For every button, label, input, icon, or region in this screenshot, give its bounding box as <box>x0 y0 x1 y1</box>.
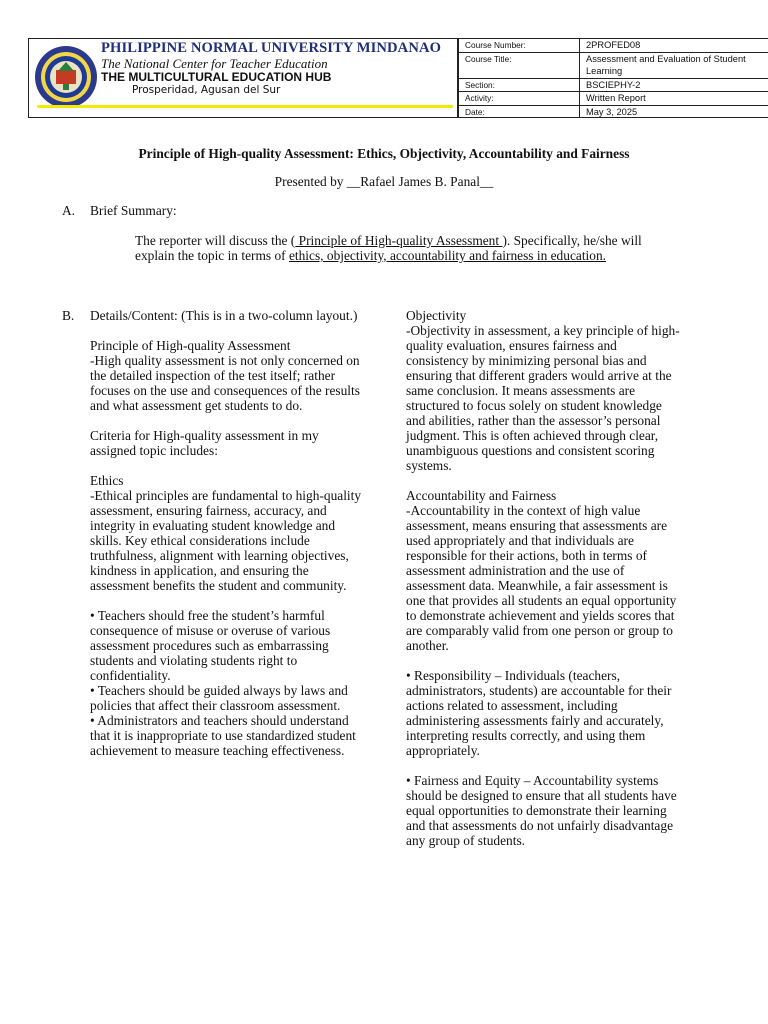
brief-summary-text <box>135 233 680 263</box>
ethics-title: Ethics <box>90 473 124 488</box>
ethics-body: -Ethical principles are fundamental to high-quality assessment, ensuring fairness, accuracy, and integrity in evaluating student knowledge and skills. Key ethical considerations include truthfulness, alignment with learning objectives, kindness in application, and ensuring the assessment benefits the student and community. <box>90 488 362 593</box>
ethics-bullet: • Teachers should be guided always by laws and policies that affect their classroom assessment. <box>90 683 348 713</box>
summary-topic: Principle of High-quality Assessment <box>295 233 503 248</box>
info-value: May 3, 2025 <box>580 105 768 118</box>
yellow-divider <box>37 105 453 108</box>
university-seal-icon <box>34 45 98 109</box>
info-label: Course Number: <box>459 39 580 52</box>
info-value: Written Report <box>580 92 768 106</box>
info-row-section <box>459 78 768 92</box>
presented-by: Presented by __Rafael James B. Panal__ <box>274 174 494 189</box>
info-label: Date: <box>459 105 580 118</box>
ethics-bullet: • Administrators and teachers should understand that it is inappropriate to use standardized student achievement to measure teaching effectiveness. <box>90 713 356 758</box>
university-tagline: The National Center for Teacher Education <box>101 56 328 71</box>
left-column <box>90 308 365 758</box>
document-title: Principle of High-quality Assessment: Ethics, Objectivity, Accountability and Fairness <box>138 146 630 161</box>
header-box <box>28 38 768 118</box>
responsibility-bullet: • Responsibility – Individuals (teachers, administrators, students) are accountable for their actions related to assessment, including administering assessments fairly and accurately, interpreting results correctly, and using them appropriately. <box>406 668 672 758</box>
principle-title: Principle of High-quality Assessment <box>90 338 291 353</box>
info-row-activity <box>459 92 768 106</box>
campus-location: Prosperidad, Agusan del Sur <box>132 84 281 96</box>
objectivity-title: Objectivity <box>406 308 467 323</box>
info-row-course-number <box>459 39 768 52</box>
ethics-bullet: • Teachers should free the student’s harmful consequence of misuse or overuse of various assessment procedures such as embarrassing students and violating students right to confidentiality. <box>90 608 331 683</box>
course-info-table <box>458 39 768 118</box>
info-row-date <box>459 105 768 118</box>
section-b-heading: Details/Content: (This is in a two-column layout.) <box>90 308 358 323</box>
info-label: Activity: <box>459 92 580 106</box>
accountability-title: Accountability and Fairness <box>406 488 557 503</box>
criteria-text: Criteria for High-quality assessment in my assigned topic includes: <box>90 428 319 458</box>
info-label: Course Title: <box>459 52 580 78</box>
accountability-body: -Accountability in the context of high value assessment, means ensuring that assessments are used appropriately and that individuals are responsible for their actions, both in terms of assessment administration and the use of assessment data. Meanwhile, a fair assessment is one that provides all students an equal opportunity to demonstrate achievement and yields scores that are comparably valid from one person or group to another. <box>406 503 677 653</box>
summary-text-middle: ). Specifically, he/she will explain the topic in terms of <box>135 233 642 263</box>
section-a-marker: A. <box>62 203 76 218</box>
objectivity-body: -Objectivity in assessment, a key principle of high-quality evaluation, ensures fairness and consistency by minimizing personal bias and ensuring that different graders would arrive at the same conclusion. It means assessments are structured to focus solely on student knowledge and abilities, rather than the assessor’s personal judgment. This is often achieved through clear, unambiguous questions and consistent scoring systems. <box>406 323 680 473</box>
info-label: Section: <box>459 78 580 92</box>
info-value: 2PROFED08 <box>580 39 768 52</box>
fairness-bullet: • Fairness and Equity – Accountability systems should be designed to ensure that all students have equal opportunities to demonstrate their learning and that assessments do not unfairly disadvantage any group of students. <box>406 773 677 848</box>
info-value: BSCIEPHY-2 <box>580 78 768 92</box>
section-a-heading: Brief Summary: <box>90 203 177 218</box>
section-b-marker: B. <box>62 308 75 323</box>
multicultural-hub: THE MULTICULTURAL EDUCATION HUB <box>101 70 332 84</box>
principle-body: -High quality assessment is not only concerned on the detailed inspection of the test itself; rather focuses on the use and consequences of the results and what assessment get students to do. <box>90 353 360 413</box>
summary-terms: ethics, objectivity, accountability and fairness in education. <box>288 248 607 263</box>
summary-text-before: The reporter will discuss the ( <box>135 233 296 248</box>
info-value: Assessment and Evaluation of Student Learning <box>580 52 768 78</box>
right-column <box>406 308 680 848</box>
university-name: PHILIPPINE NORMAL UNIVERSITY MINDANAO <box>101 40 442 56</box>
info-row-course-title <box>459 52 768 78</box>
